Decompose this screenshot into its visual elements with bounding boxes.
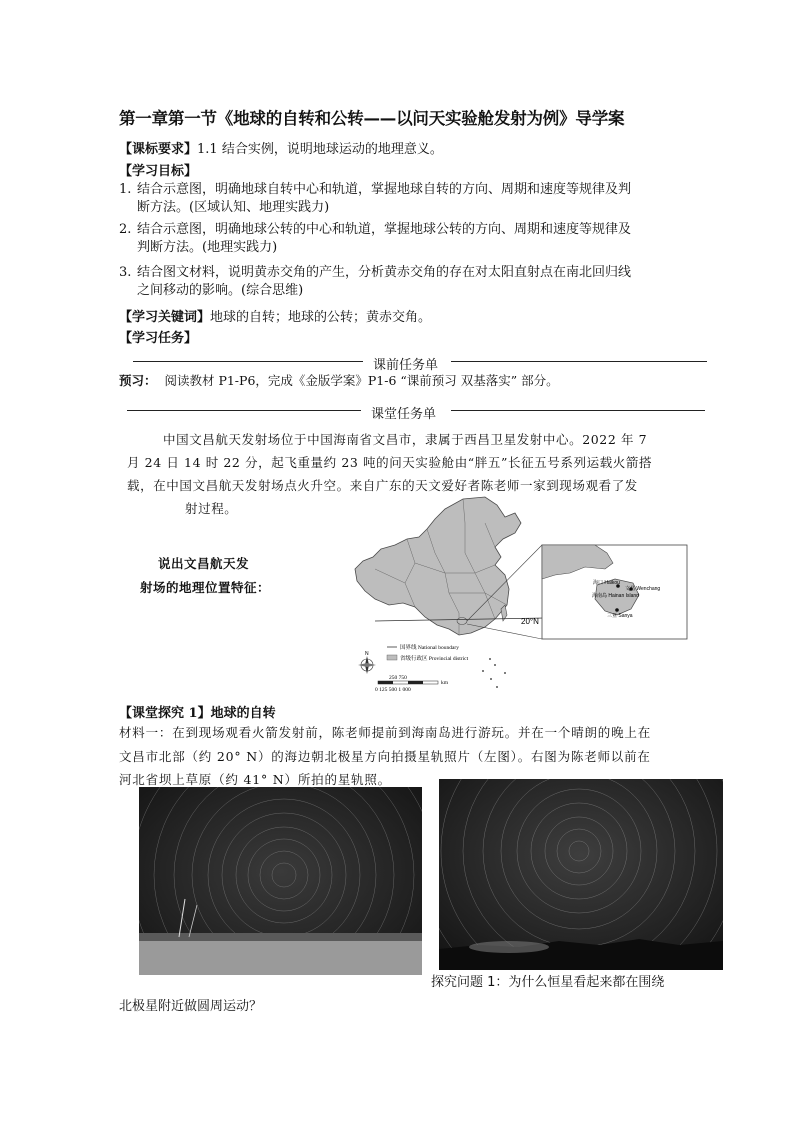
objective-text: 结合示意图，明确地球自转中心和轨道，掌握地球自转的方向、周期和速度等规律及判 bbox=[137, 182, 632, 197]
scale-bar-segment bbox=[378, 681, 393, 684]
scale-unit-label: km bbox=[441, 680, 449, 686]
question1-line1: 探究问题 1：为什么恒星看起来都在围绕 bbox=[431, 975, 665, 990]
objective-number: 2. bbox=[119, 222, 132, 237]
location-question-line: 射场的地理位置特征： bbox=[140, 580, 271, 595]
curriculum-text: 1.1 结合实例，说明地球运动的地理意义。 bbox=[197, 142, 443, 157]
inset-connector bbox=[467, 624, 542, 639]
explore1-label: 【课堂探究 1】地球的自转 bbox=[119, 706, 276, 721]
objective-item-1 bbox=[119, 181, 679, 217]
inset-label-wenchang: 文昌 Wenchang bbox=[625, 586, 661, 592]
legend-boundary-label: 国界线 National boundary bbox=[400, 645, 459, 651]
intro-line: 载，在中国文昌航天发射场点火升空。来自广东的天文爱好者陈老师一家到现场观看了发 bbox=[127, 478, 638, 493]
inset-label-island: 海南岛 Hainan Island bbox=[592, 593, 639, 599]
page-title: 第一章第一节《地球的自转和公转——以问天实验舱发射为例》导学案 bbox=[119, 109, 625, 128]
keywords-text: 地球的自转；地球的公转；黄赤交角。 bbox=[210, 310, 432, 325]
keywords-label: 【学习关键词】 bbox=[119, 310, 211, 325]
south-sea-islands bbox=[482, 658, 506, 688]
compass-n-label: N bbox=[365, 651, 369, 657]
tasks-label: 【学习任务】 bbox=[119, 331, 198, 346]
objectives-label: 【学习目标】 bbox=[119, 164, 198, 179]
curriculum-requirement bbox=[119, 138, 443, 157]
china-mainland-shape bbox=[355, 497, 521, 635]
scale-bottom-label: 0 125 500 1 000 bbox=[375, 687, 411, 693]
intro-line: 中国文昌航天发射场位于中国海南省文昌市，隶属于西昌卫星发射中心。2022 年 7 bbox=[163, 432, 648, 447]
curriculum-label: 【课标要求】 bbox=[119, 142, 198, 157]
hainan-shape bbox=[457, 618, 467, 625]
keywords bbox=[119, 306, 431, 325]
location-question-line: 说出文昌航天发 bbox=[158, 556, 250, 571]
objective-number: 3. bbox=[119, 265, 132, 280]
compass-rose-icon bbox=[358, 651, 376, 674]
intro-line: 射过程。 bbox=[185, 501, 238, 516]
preview-text: 阅读教材 P1-P6，完成《金版学案》P1-6 “课前预习 双基落实” 部分。 bbox=[164, 373, 559, 388]
objective-text-cont: 断方法。(区域认知、地理实践力) bbox=[137, 200, 330, 215]
sanya-dot-icon bbox=[615, 608, 619, 612]
objective-text: 结合图文材料，说明黄赤交角的产生，分析黄赤交角的存在对太阳直射点在南北回归线 bbox=[137, 265, 632, 280]
legend-provincial-swatch bbox=[387, 655, 397, 660]
china-map-figure bbox=[345, 493, 690, 698]
objective-text-cont: 判断方法。(地理实践力) bbox=[137, 240, 278, 255]
scale-top-label: 250 750 bbox=[389, 675, 407, 681]
star-trail-photo-right bbox=[439, 779, 723, 970]
material-line: 材料一：在到现场观看火箭发射前，陈老师提前到海南岛进行游玩。并在一个晴朗的晚上在 bbox=[119, 725, 652, 740]
pre-class-heading: 课前任务单 bbox=[373, 358, 439, 373]
latitude-label: 20°N bbox=[521, 617, 539, 626]
divider-line bbox=[133, 361, 363, 362]
legend-provincial-label: 省级行政区 Provincial district bbox=[400, 656, 469, 662]
inset-label-haikou: 海口 Haikou bbox=[593, 580, 620, 586]
scale-bar-segment bbox=[408, 681, 423, 684]
material-line: 河北省坝上草原（约 41° N）所拍的星轨照。 bbox=[119, 772, 391, 787]
objective-text-cont: 之间移动的影响。(综合思维) bbox=[137, 283, 304, 298]
location-question bbox=[140, 552, 270, 600]
preview-label: 预习： bbox=[119, 373, 157, 388]
inset-label-sanya: 三亚 Sanya bbox=[607, 613, 633, 619]
question1-line2: 北极星附近做圆周运动？ bbox=[119, 999, 263, 1014]
divider-line bbox=[451, 361, 707, 362]
objective-item-2 bbox=[119, 221, 679, 257]
preview-line bbox=[119, 371, 559, 389]
star-trail-photo-left bbox=[139, 787, 422, 975]
in-class-heading: 课堂任务单 bbox=[371, 407, 437, 422]
objective-number: 1. bbox=[119, 182, 132, 197]
divider-line bbox=[127, 410, 361, 411]
objective-text: 结合示意图，明确地球公转的中心和轨道，掌握地球公转的方向、周期和速度等规律及 bbox=[137, 222, 632, 237]
material-line: 文昌市北部（约 20° N）的海边朝北极星方向拍摄星轨照片（左图）。右图为陈老师以前在 bbox=[119, 748, 651, 764]
objective-item-3 bbox=[119, 264, 679, 300]
intro-line: 月 24 日 14 时 22 分，起飞重量约 23 吨的问天实验舱由“胖五”长征五号系列运载火箭搭 bbox=[127, 455, 653, 470]
divider-line bbox=[451, 410, 705, 411]
